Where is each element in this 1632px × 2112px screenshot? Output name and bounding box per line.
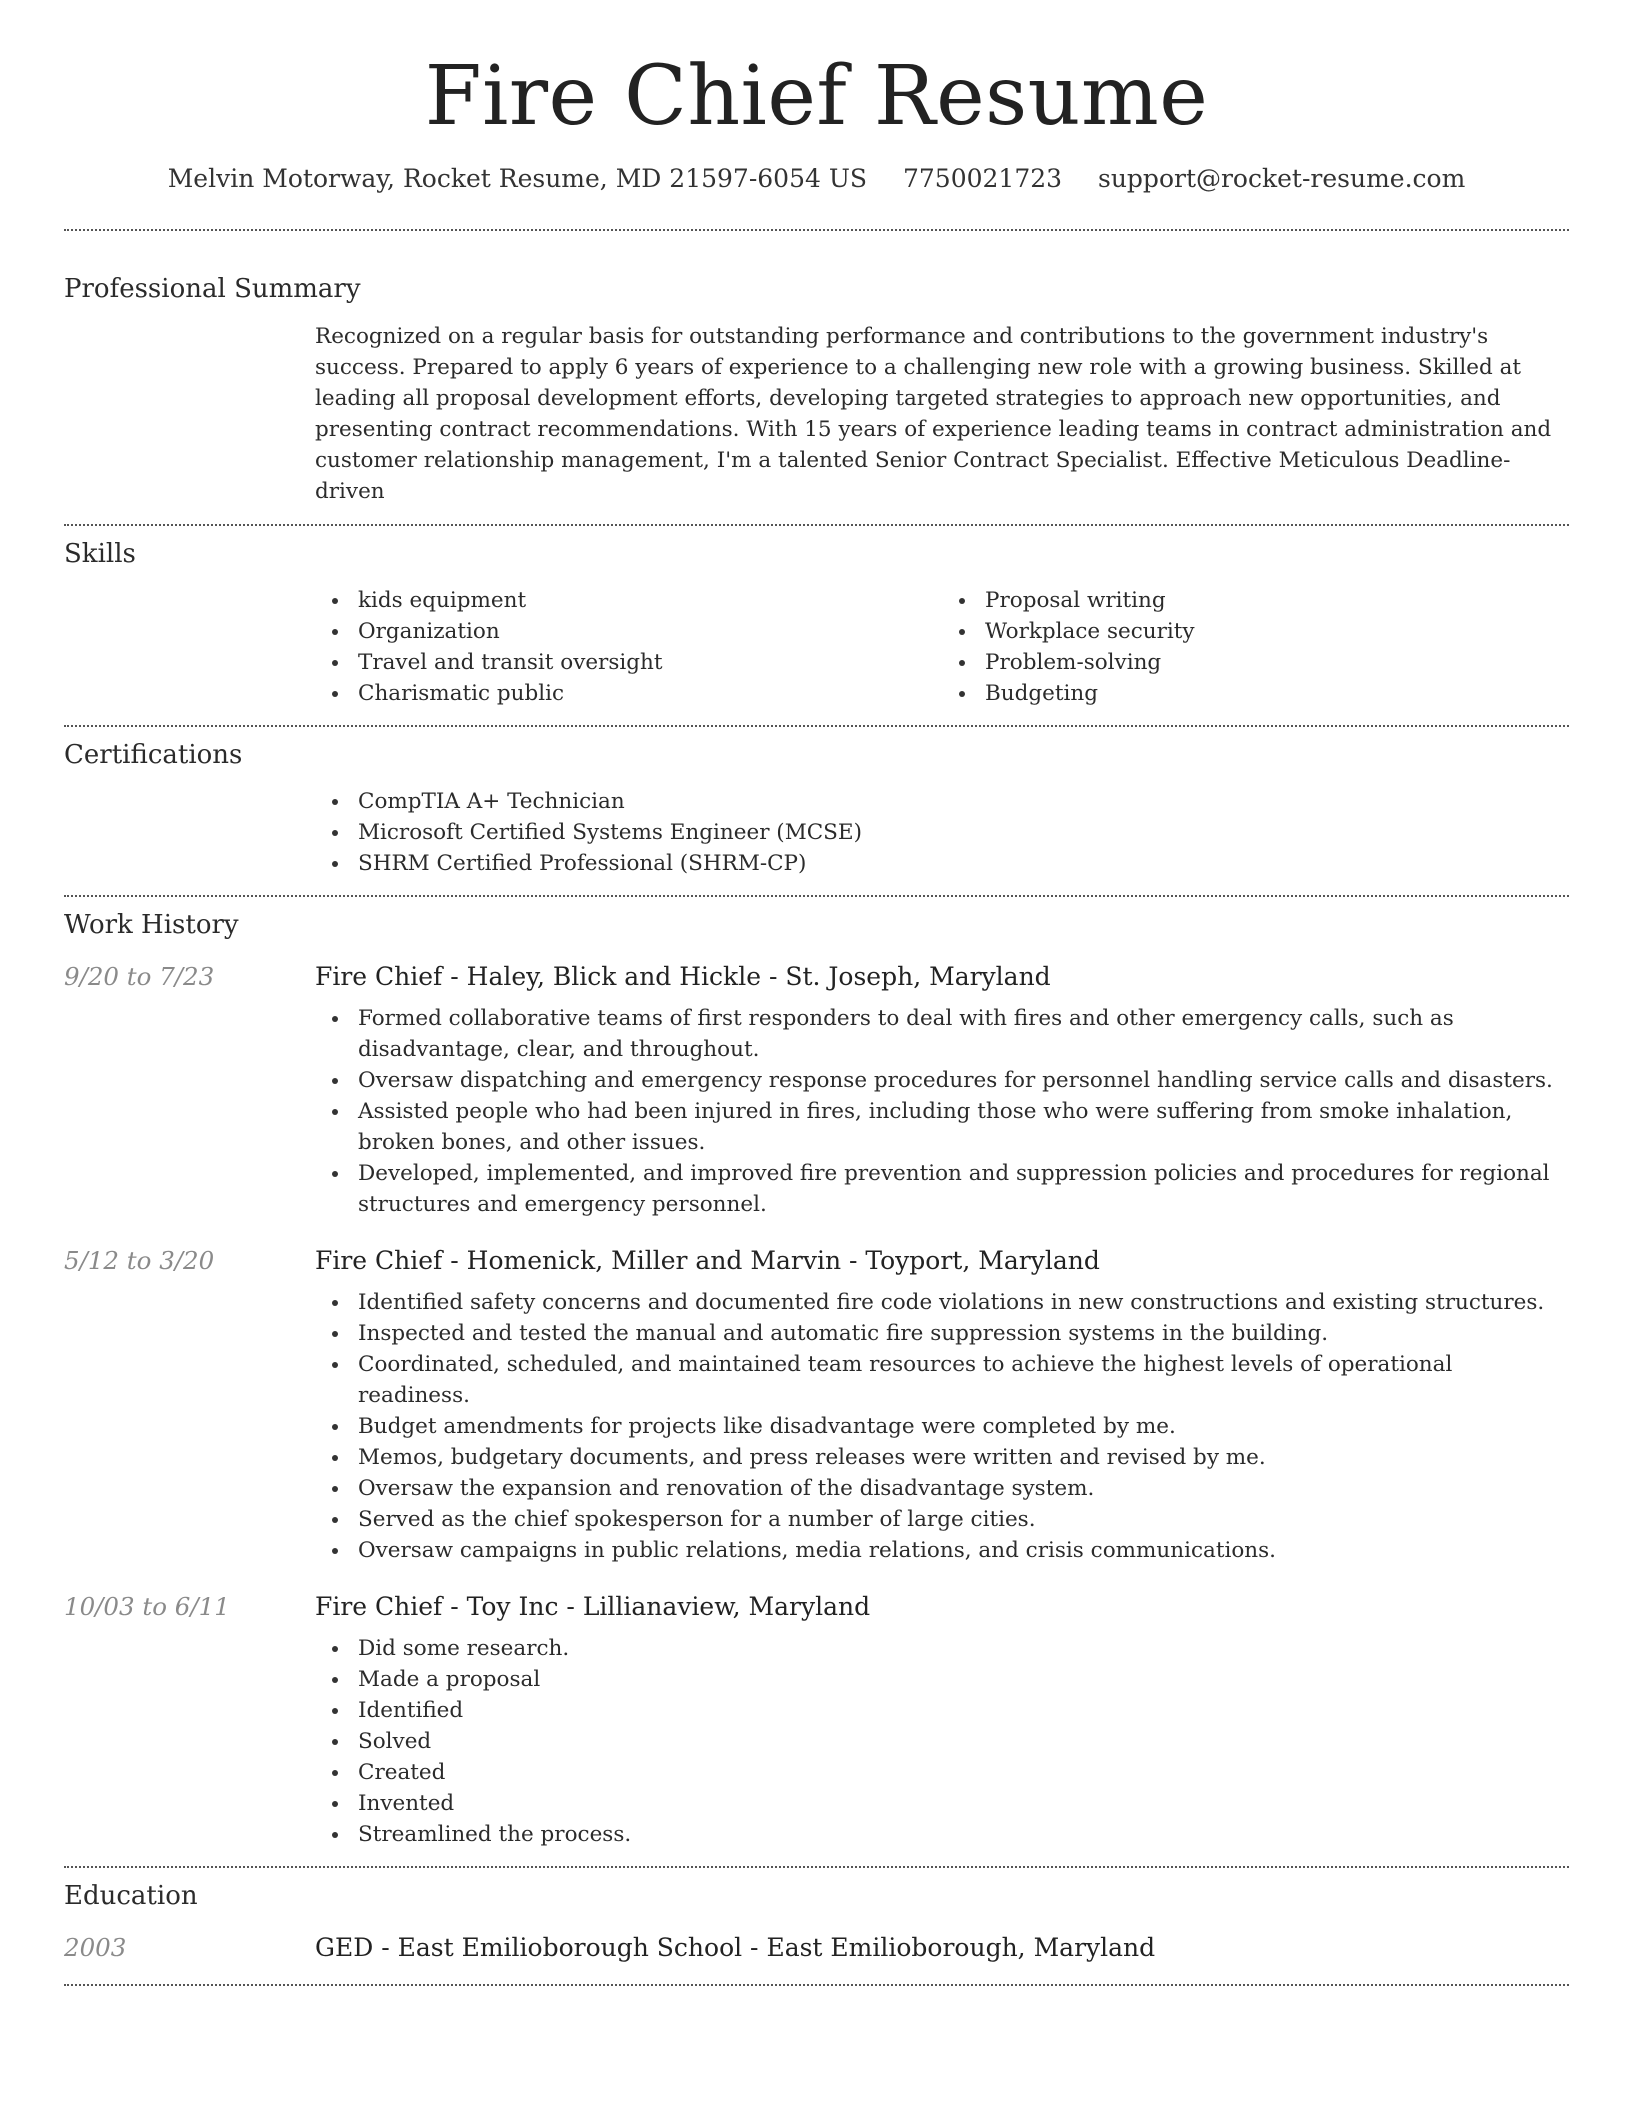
list-item: Budgeting — [985, 678, 1569, 709]
list-item: Identified safety concerns and documented fire code violations in new constructions and existing structures. — [358, 1287, 1569, 1318]
list-item: Proposal writing — [985, 585, 1569, 616]
list-item: kids equipment — [358, 585, 942, 616]
skills-columns — [315, 585, 1569, 709]
list-item: Created — [358, 1757, 1569, 1788]
section-certifications — [64, 740, 1569, 879]
list-item: Invented — [358, 1788, 1569, 1819]
section-heading: Skills — [64, 539, 136, 570]
list-item: Budget amendments for projects like disadvantage were completed by me. — [358, 1411, 1569, 1442]
job-header — [64, 1592, 1569, 1621]
list-item: Made a proposal — [358, 1664, 1569, 1695]
job-bullets — [315, 1287, 1569, 1566]
section-heading: Work History — [64, 910, 239, 941]
education-entry — [64, 1933, 1569, 1962]
list-item: Coordinated, scheduled, and maintained team resources to achieve the highest levels of operational readiness. — [358, 1349, 1569, 1411]
section-skills — [64, 539, 1569, 709]
list-item: Travel and transit oversight — [358, 647, 942, 678]
divider — [64, 524, 1569, 526]
divider — [64, 895, 1569, 897]
section-heading: Certifications — [64, 740, 243, 771]
job-entry — [64, 1592, 1569, 1850]
job-header — [64, 1246, 1569, 1275]
certifications-content — [315, 786, 1569, 879]
job-title: Fire Chief - Haley, Blick and Hickle - St. Joseph, Maryland — [315, 962, 1051, 992]
list-item: Served as the chief spokesperson for a number of large cities. — [358, 1504, 1569, 1535]
job-header — [64, 962, 1569, 991]
list-item: Did some research. — [358, 1633, 1569, 1664]
job-details — [315, 1287, 1569, 1566]
section-education — [64, 1881, 1569, 1962]
list-item: Streamlined the process. — [358, 1819, 1569, 1850]
skills-list-right — [942, 585, 1569, 709]
job-details — [315, 1003, 1569, 1220]
job-dates: 5/12 to 3/20 — [64, 1246, 215, 1276]
list-item: Inspected and tested the manual and automatic fire suppression systems in the building. — [358, 1318, 1569, 1349]
divider — [64, 229, 1569, 231]
section-work-history — [64, 910, 1569, 1850]
list-item: Formed collaborative teams of first responders to deal with fires and other emergency calls, such as disadvantage, clear, and throughout. — [358, 1003, 1569, 1065]
section-heading: Professional Summary — [64, 274, 361, 305]
summary-text: Recognized on a regular basis for outstanding performance and contributions to the government industry's success. Prepared to apply 6 years of experience to a challenging new role with a growing business. Skilled at leading all proposal development efforts, developing targeted strategies to approach new opportunities, and presenting contract recommendations. With 15 years of experience leading teams in contract administration and customer relationship management, I'm a talented Senior Contract Specialist. Effective Meticulous Deadline-driven — [315, 324, 1552, 505]
skills-list-left — [315, 585, 942, 709]
list-item: Assisted people who had been injured in fires, including those who were suffering from smoke inhalation, broken bones, and other issues. — [358, 1096, 1569, 1158]
list-item: Oversaw campaigns in public relations, media relations, and crisis communications. — [358, 1535, 1569, 1566]
job-title: Fire Chief - Homenick, Miller and Marvin - Toyport, Maryland — [315, 1246, 1100, 1276]
divider — [64, 1984, 1569, 1986]
divider — [64, 1866, 1569, 1868]
list-item: Memos, budgetary documents, and press releases were written and revised by me. — [358, 1442, 1569, 1473]
list-item: Organization — [358, 616, 942, 647]
certifications-list — [315, 786, 1569, 879]
contact-phone: 7750021723 — [902, 164, 1063, 194]
job-entry — [64, 1246, 1569, 1566]
list-item: Microsoft Certified Systems Engineer (MCSE) — [358, 817, 1569, 848]
list-item: Oversaw the expansion and renovation of the disadvantage system. — [358, 1473, 1569, 1504]
list-item: Developed, implemented, and improved fire prevention and suppression policies and procedures for regional structures and emergency personnel. — [358, 1158, 1569, 1220]
education-date: 2003 — [64, 1933, 127, 1963]
job-dates: 10/03 to 6/11 — [64, 1592, 230, 1622]
job-dates: 9/20 to 7/23 — [64, 962, 215, 992]
section-professional-summary — [64, 274, 1569, 507]
job-title: Fire Chief - Toy Inc - Lillianaview, Maryland — [315, 1592, 871, 1622]
job-bullets — [315, 1633, 1569, 1850]
list-item: CompTIA A+ Technician — [358, 786, 1569, 817]
list-item: Workplace security — [985, 616, 1569, 647]
job-details — [315, 1633, 1569, 1850]
list-item: SHRM Certified Professional (SHRM-CP) — [358, 848, 1569, 879]
list-item: Charismatic public — [358, 678, 942, 709]
list-item: Solved — [358, 1726, 1569, 1757]
list-item: Problem-solving — [985, 647, 1569, 678]
contact-address: Melvin Motorway, Rocket Resume, MD 21597-6054 US — [167, 164, 868, 194]
divider — [64, 725, 1569, 727]
job-bullets — [315, 1003, 1569, 1220]
contact-line — [64, 164, 1569, 193]
resume-title: Fire Chief Resume — [424, 49, 1209, 144]
job-entry — [64, 962, 1569, 1220]
list-item: Identified — [358, 1695, 1569, 1726]
contact-email: support@rocket-resume.com — [1098, 164, 1466, 194]
section-heading: Education — [64, 1881, 198, 1912]
resume-page — [64, 0, 1569, 1986]
education-title: GED - East Emilioborough School - East Emilioborough, Maryland — [315, 1933, 1156, 1963]
list-item: Oversaw dispatching and emergency response procedures for personnel handling service calls and disasters. — [358, 1065, 1569, 1096]
